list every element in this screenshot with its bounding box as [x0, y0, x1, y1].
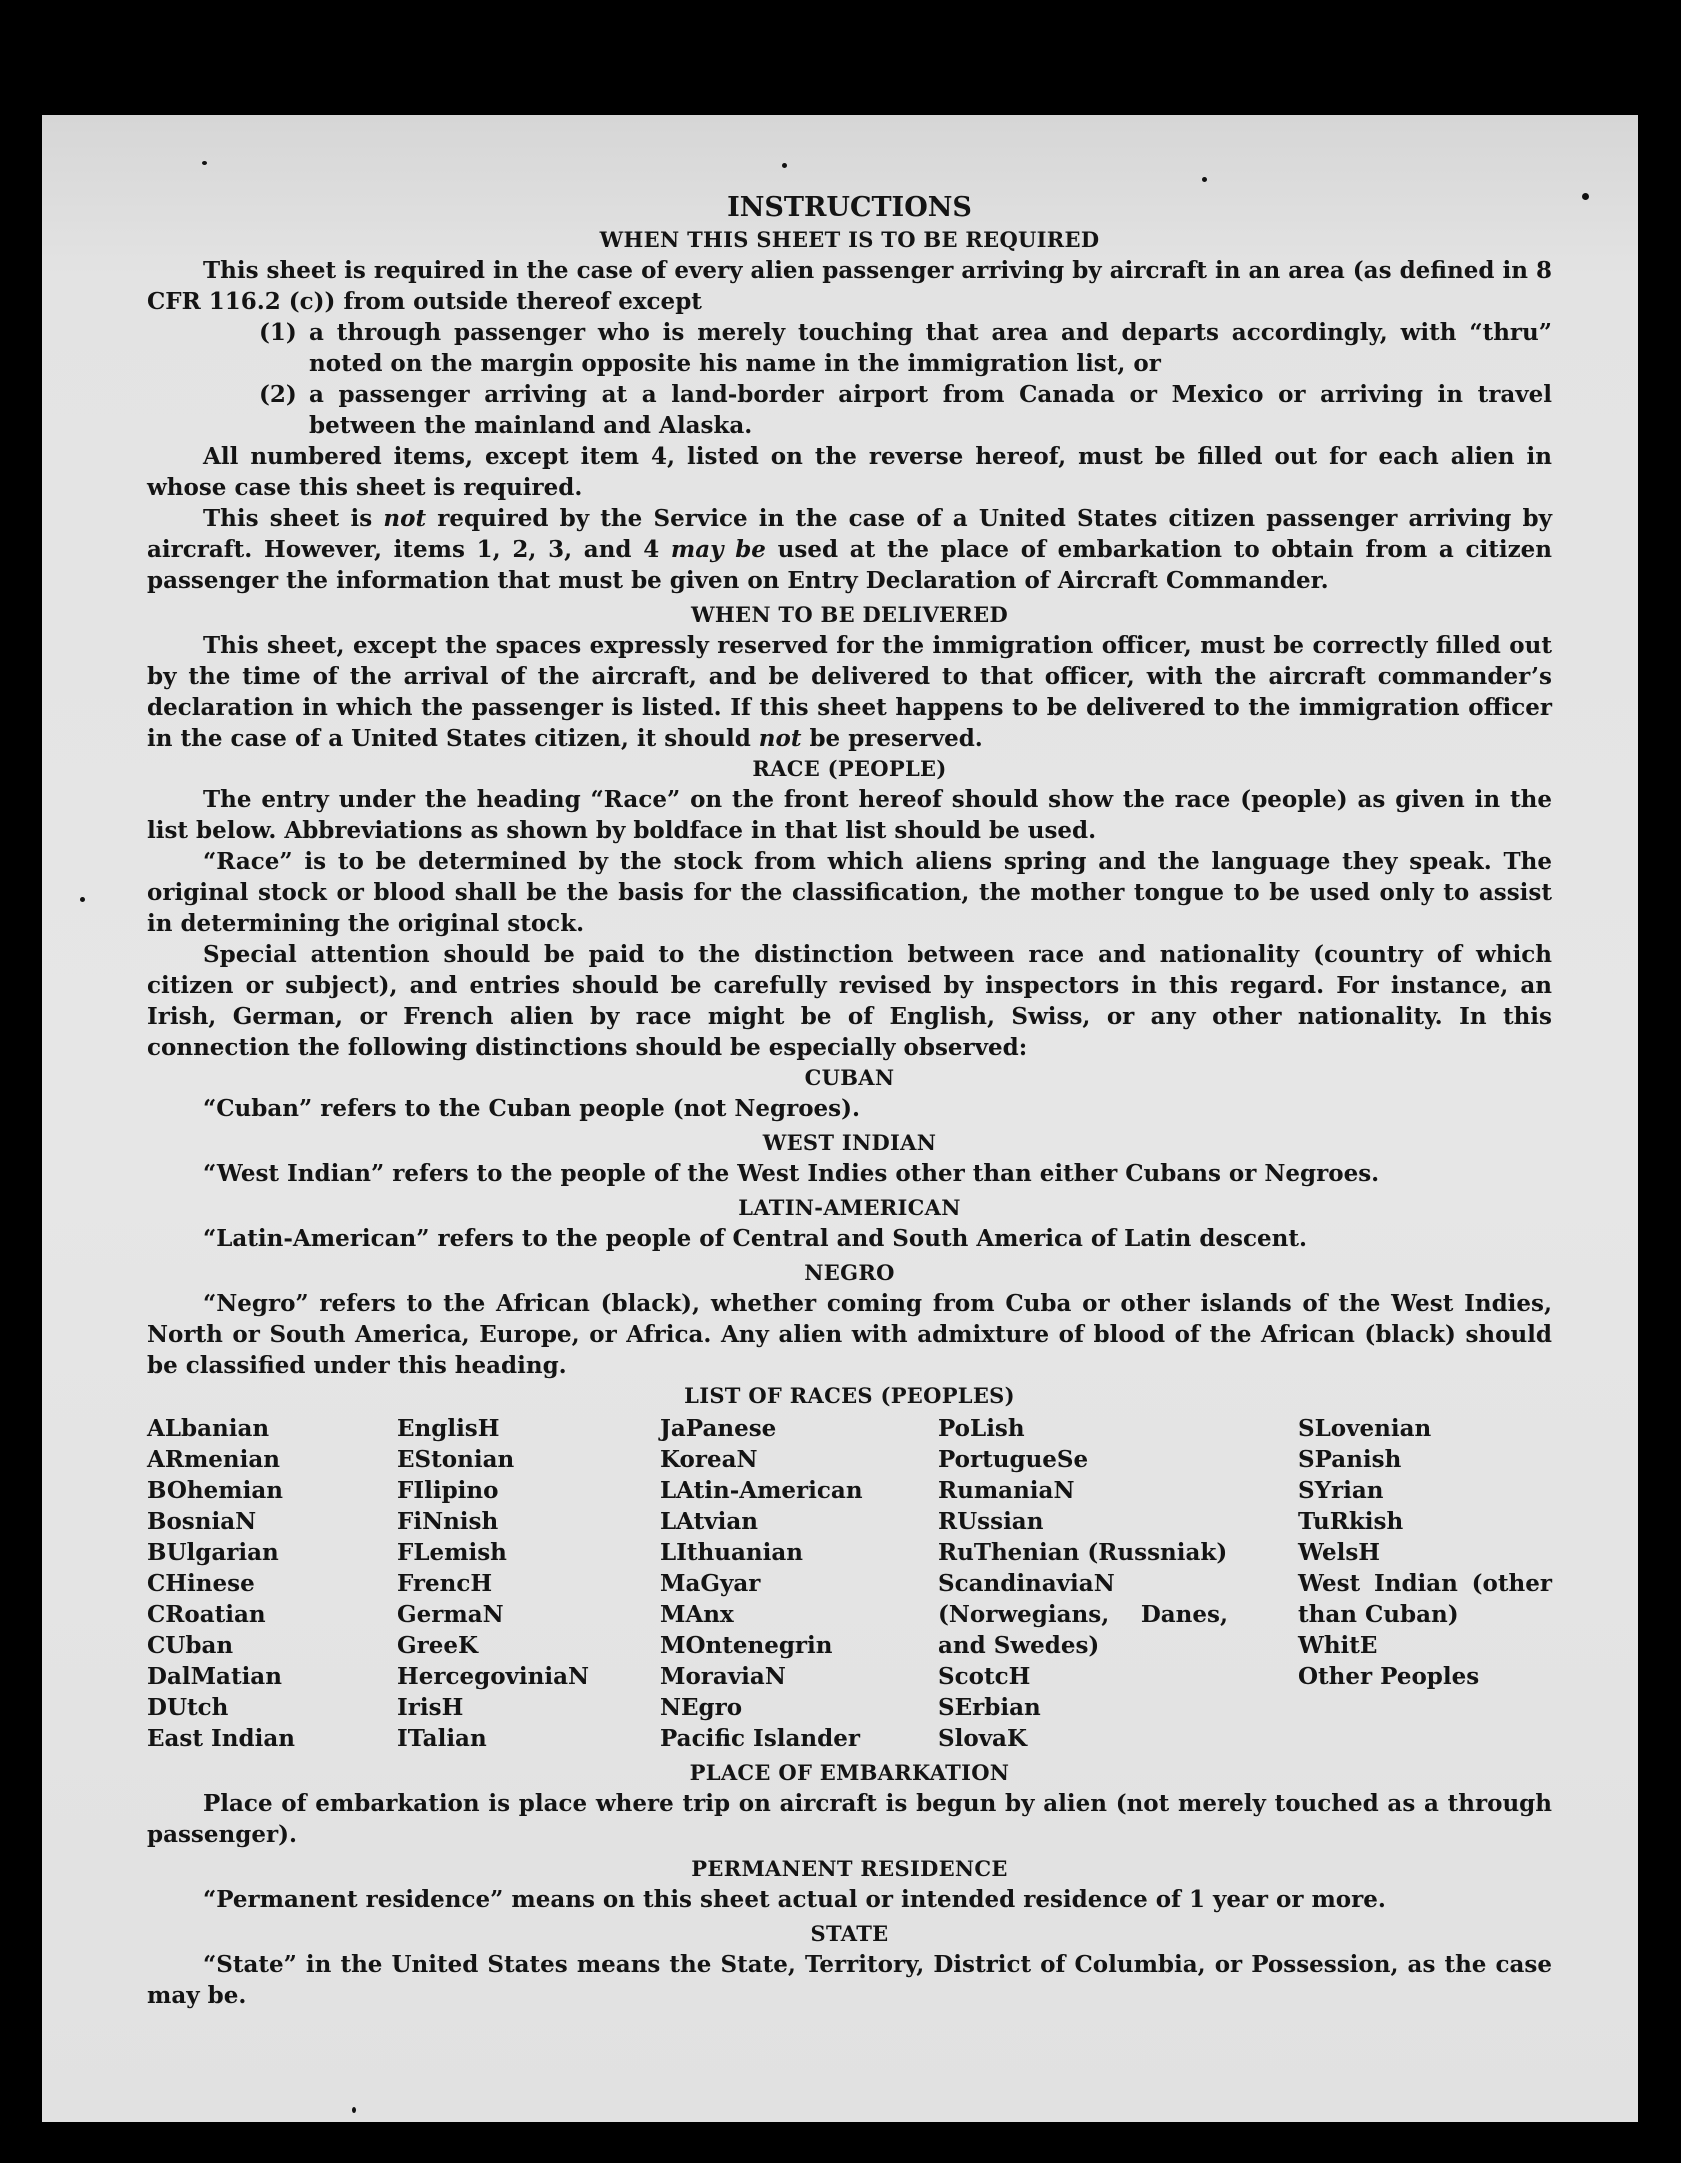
- scan-speck: [352, 2107, 356, 2113]
- race-entry: Other Peoples: [1298, 1663, 1480, 1690]
- race-entry: SLovenian: [1298, 1415, 1432, 1442]
- race-entry: DalMatian: [147, 1663, 282, 1690]
- races-column-1: [147, 1413, 397, 1754]
- heading-negro: NEGRO: [804, 1260, 895, 1285]
- race-entry: East Indian: [147, 1725, 295, 1752]
- scan-speck: [80, 897, 85, 902]
- race-entry: ScotcH: [938, 1663, 1031, 1690]
- heading-permanent-residence: PERMANENT RESIDENCE: [691, 1856, 1008, 1881]
- exception-text: a through passenger who is merely touching that area and departs accordingly, with “thru” noted on the margin opposite his name in the immigration list, or: [309, 319, 1552, 377]
- negro-paragraph: “Negro” refers to the African (black), whether coming from Cuba or other islands of the West Indies, North or South America, Europe, or Africa. Any alien with admixture of blood of the African (black) should be classified under this heading.: [147, 1290, 1552, 1379]
- heading-list-of-races: LIST OF RACES (PEOPLES): [684, 1383, 1015, 1408]
- scan-speck: [202, 161, 207, 165]
- exception-item: [259, 379, 1552, 441]
- races-column-5: [1298, 1413, 1552, 1754]
- race-entry: JaPanese: [660, 1415, 777, 1442]
- race-entry: FIlipino: [397, 1477, 499, 1504]
- race-entry: LAtvian: [660, 1508, 758, 1535]
- races-column-4: [938, 1413, 1228, 1754]
- race-entry: EStonian: [397, 1446, 515, 1473]
- race-entry: EnglisH: [397, 1415, 500, 1442]
- race-entry: SErbian: [938, 1694, 1041, 1721]
- race-entry: CRoatian: [147, 1601, 266, 1628]
- scan-speck: [1582, 193, 1589, 200]
- heading-race: RACE (PEOPLE): [752, 756, 947, 781]
- race-entry: KoreaN: [660, 1446, 758, 1473]
- scan-speck: [782, 163, 787, 168]
- race-entry: RumaniaN: [938, 1477, 1075, 1504]
- race-entry: SPanish: [1298, 1446, 1402, 1473]
- race-entry: TuRkish: [1298, 1508, 1404, 1535]
- citizen-paragraph: This sheet is not required by the Service in the case of a United States citizen passenger arriving by aircraft. However, items 1, 2, 3, and 4 may be used at the place of embarkation to obtain from a citizen passenger the information that must be given on Entry Declaration of Aircraft Commander.: [147, 505, 1553, 594]
- west-indian-paragraph: “West Indian” refers to the people of the West Indies other than either Cubans or Negroes.: [203, 1160, 1380, 1187]
- numbered-items-paragraph: All numbered items, except item 4, listed on the reverse hereof, must be filled out for each alien in whose case this sheet is required.: [147, 443, 1552, 501]
- when-delivered-paragraph: This sheet, except the spaces expressly reserved for the immigration officer, must be correctly filled out by the time of the arrival of the aircraft, and be delivered to that officer, with the aircraft commander’s declaration in which the passenger is listed. If this sheet happens to be delivered to the immigration officer in the case of a United States citizen, it should not be preserved.: [147, 632, 1552, 752]
- race-paragraph-3: Special attention should be paid to the distinction between race and nationality (country of which citizen or subject), and entries should be carefully revised by inspectors in this regard. For instance, an Irish, German, or French alien by race might be of English, Swiss, or any other nationality. In this connection the following distinctions should be especially observed:: [147, 941, 1552, 1061]
- race-entry: FrencH: [397, 1570, 493, 1597]
- heading-cuban: CUBAN: [804, 1065, 895, 1090]
- race-entry: MoraviaN: [660, 1663, 786, 1690]
- heading-latin-american: LATIN-AMERICAN: [738, 1195, 961, 1220]
- races-column-3: [660, 1413, 938, 1754]
- state-paragraph: “State” in the United States means the State, Territory, District of Columbia, or Possession, as the case may be.: [147, 1951, 1552, 2009]
- heading-when-delivered: WHEN TO BE DELIVERED: [690, 602, 1008, 627]
- embarkation-paragraph: Place of embarkation is place where trip on aircraft is begun by alien (not merely touched as a through passenger).: [147, 1790, 1552, 1848]
- race-paragraph-1: The entry under the heading “Race” on the front hereof should show the race (people) as given in the list below. Abbreviations as shown by boldface in that list should be used.: [147, 786, 1552, 844]
- race-entry: ALbanian: [147, 1415, 270, 1442]
- race-entry: GermaN: [397, 1601, 504, 1628]
- race-entry: WelsH: [1298, 1539, 1381, 1566]
- scan-speck: [1202, 177, 1207, 182]
- race-entry: NEgro: [660, 1694, 743, 1721]
- race-entry: RUssian: [938, 1508, 1044, 1535]
- heading-state: STATE: [810, 1921, 889, 1946]
- heading-when-required: WHEN THIS SHEET IS TO BE REQUIRED: [599, 227, 1100, 252]
- exception-item: [259, 317, 1552, 379]
- document-page: [42, 115, 1638, 2122]
- race-entry: PoLish: [938, 1415, 1025, 1442]
- race-entry: DUtch: [147, 1694, 229, 1721]
- race-entry: FLemish: [397, 1539, 507, 1566]
- heading-west-indian: WEST INDIAN: [762, 1130, 937, 1155]
- races-column-2: [397, 1413, 660, 1754]
- race-entry: MOntenegrin: [660, 1632, 833, 1659]
- when-required-intro: This sheet is required in the case of every alien passenger arriving by aircraft in an area (as defined in 8 CFR 116.2 (c)) from outside thereof except: [147, 257, 1552, 315]
- race-paragraph-2: “Race” is to be determined by the stock from which aliens spring and the language they speak. The original stock or blood shall be the basis for the classification, the mother tongue to be used only to assist in determining the original stock.: [147, 848, 1552, 937]
- race-entry: CHinese: [147, 1570, 255, 1597]
- race-entry: IrisH: [397, 1694, 464, 1721]
- instructions-content: [147, 191, 1552, 2011]
- race-entry: GreeK: [397, 1632, 479, 1659]
- race-entry: RuThenian (Russniak): [938, 1539, 1228, 1566]
- race-entry: SlovaK: [938, 1725, 1027, 1752]
- race-entry: MaGyar: [660, 1570, 761, 1597]
- race-entry: WhitE: [1298, 1632, 1378, 1659]
- race-entry: ScandinaviaN (Norwegians, Danes, and Swedes): [938, 1570, 1228, 1659]
- exception-number: (2): [259, 381, 297, 408]
- race-entry: HercegoviniaN: [397, 1663, 590, 1690]
- exception-number: (1): [259, 319, 297, 346]
- race-entry: West Indian (other than Cuban): [1298, 1570, 1552, 1628]
- race-entry: PortugueSe: [938, 1446, 1089, 1473]
- exception-text: a passenger arriving at a land-border airport from Canada or Mexico or arriving in travel between the mainland and Alaska.: [309, 381, 1552, 439]
- race-entry: SYrian: [1298, 1477, 1384, 1504]
- race-entry: Pacific Islander: [660, 1725, 860, 1752]
- race-entry: ITalian: [397, 1725, 487, 1752]
- race-entry: CUban: [147, 1632, 234, 1659]
- page-title: INSTRUCTIONS: [727, 192, 972, 223]
- races-list: [147, 1413, 1552, 1754]
- race-entry: BUlgarian: [147, 1539, 279, 1566]
- race-entry: ARmenian: [147, 1446, 281, 1473]
- race-entry: BosniaN: [147, 1508, 257, 1535]
- latin-american-paragraph: “Latin-American” refers to the people of Central and South America of Latin descent.: [203, 1225, 1307, 1252]
- race-entry: MAnx: [660, 1601, 734, 1628]
- race-entry: BOhemian: [147, 1477, 283, 1504]
- heading-embarkation: PLACE OF EMBARKATION: [689, 1760, 1010, 1785]
- race-entry: LAtin-American: [660, 1477, 863, 1504]
- residence-paragraph: “Permanent residence” means on this sheet actual or intended residence of 1 year or more.: [203, 1886, 1386, 1913]
- race-entry: LIthuanian: [660, 1539, 803, 1566]
- race-entry: FiNnish: [397, 1508, 499, 1535]
- cuban-paragraph: “Cuban” refers to the Cuban people (not Negroes).: [203, 1095, 861, 1122]
